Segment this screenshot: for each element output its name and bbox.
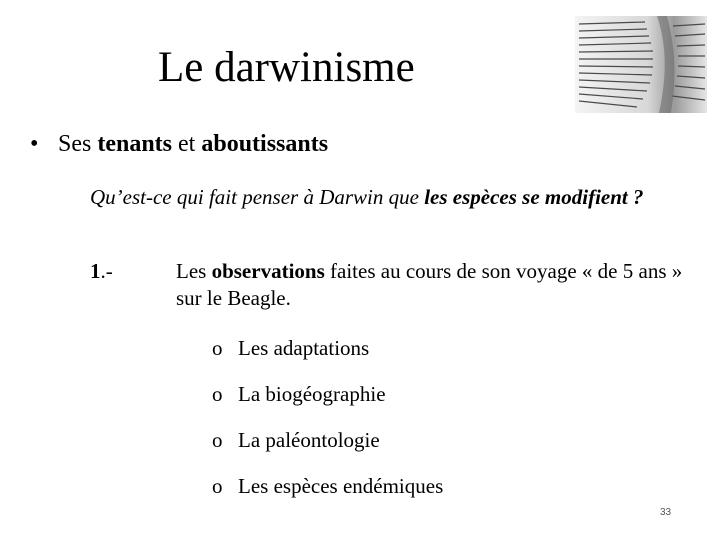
slide-title: Le darwinisme <box>158 44 415 91</box>
question-bold: les espèces se modifient ? <box>424 185 644 209</box>
sub-item-adaptations <box>212 335 369 362</box>
sub-item-marker: o <box>212 336 223 360</box>
main-bullet <box>30 128 328 160</box>
observation-bold: observations <box>211 259 325 283</box>
point-number-digit: 1 <box>90 259 101 283</box>
observation-pre: Les <box>176 259 212 283</box>
bullet-prefix: Ses <box>58 131 98 157</box>
sub-item-label: Les espèces endémiques <box>238 474 444 498</box>
bullet-marker: • <box>30 131 39 157</box>
bullet-bold-tenants: tenants <box>97 131 173 157</box>
bullet-bold-aboutissants: aboutissants <box>201 131 329 157</box>
sub-item-biogeographie <box>212 381 386 408</box>
observation-text <box>176 258 696 312</box>
sub-item-label: Les adaptations <box>238 336 370 360</box>
point-number-separator: .- <box>100 259 113 283</box>
open-book-icon <box>575 16 707 113</box>
sub-item-label: La paléontologie <box>238 428 380 452</box>
page-number: 33 <box>660 507 672 518</box>
sub-item-especes-endemiques <box>212 473 443 500</box>
sub-item-label: La biogéographie <box>238 382 386 406</box>
point-number <box>90 258 113 285</box>
question-part1: Qu’est-ce qui fait penser à Darwin que <box>90 185 425 209</box>
bullet-middle: et <box>172 131 202 157</box>
sub-item-marker: o <box>212 428 223 452</box>
sub-item-marker: o <box>212 382 223 406</box>
observation-post: faites au cours de son voyage « de 5 ans » sur le Beagle. <box>176 259 683 310</box>
sub-item-marker: o <box>212 474 223 498</box>
question-text <box>90 184 690 211</box>
sub-item-paleontologie <box>212 427 380 454</box>
